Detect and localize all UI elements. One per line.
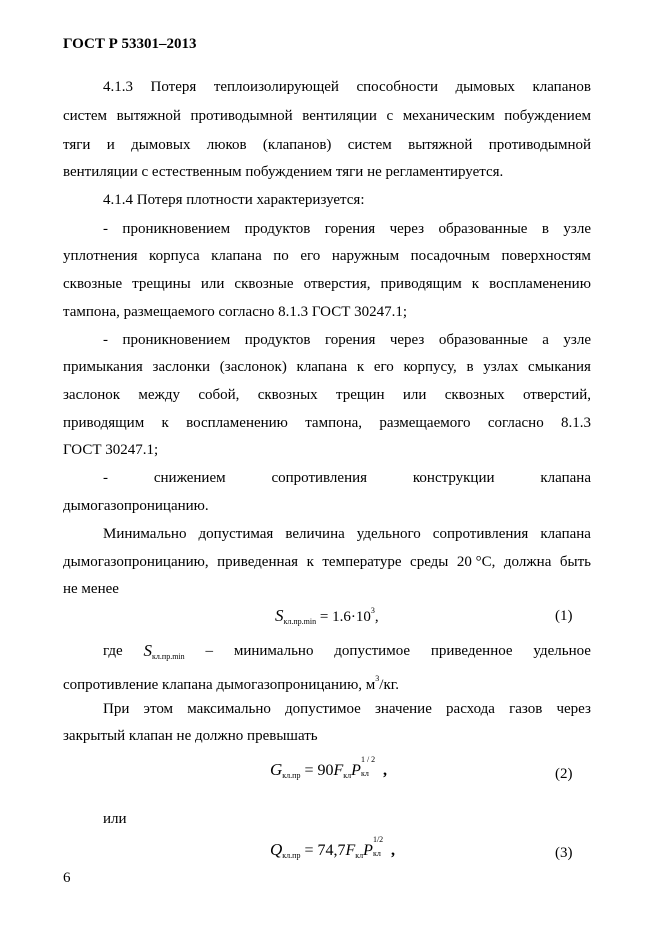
where-word: приведенное	[430, 643, 513, 659]
eq3-comma: ,	[390, 842, 395, 859]
document-header: ГОСТ Р 53301–2013	[63, 36, 197, 52]
item2-line-1	[103, 331, 591, 349]
eq2-number: (2)	[555, 766, 573, 782]
word: противодымной	[488, 137, 591, 153]
word: быть	[559, 554, 591, 570]
word: температуре	[322, 554, 402, 570]
word: заслонки	[152, 359, 211, 375]
word: воспламенению	[186, 415, 288, 431]
word: горения	[324, 332, 376, 348]
word: уплотнения	[63, 248, 138, 264]
word: его	[300, 248, 321, 264]
eq2-value: = 90	[300, 762, 334, 779]
word: механическим	[402, 108, 495, 124]
word: с	[386, 108, 394, 124]
word: сопротивления	[271, 470, 368, 486]
word: систем	[63, 108, 108, 124]
eq3-q-sub: кл.пр	[282, 851, 301, 860]
eq1-value: = 1.6·10	[319, 609, 371, 625]
word: Потеря	[150, 79, 197, 95]
word: побуждением	[504, 108, 591, 124]
word: значение	[374, 701, 432, 717]
word: трещин	[336, 387, 385, 403]
word: продуктов	[244, 332, 311, 348]
word: -	[103, 332, 108, 348]
word: воспламенению	[489, 276, 591, 292]
word: дымовых	[131, 137, 191, 153]
formula-1	[275, 606, 379, 626]
word: сквозных	[257, 387, 318, 403]
where-word: –	[205, 643, 213, 659]
where-symbol: $S_{кл.пр.min}$	[143, 641, 185, 661]
where-line-1	[103, 642, 591, 666]
eq2-p: P	[351, 762, 361, 779]
word: приведенная	[217, 554, 299, 570]
word: дымовых	[455, 79, 515, 95]
word: клапана	[211, 248, 262, 264]
word: к	[306, 554, 314, 570]
word: вытяжной	[116, 108, 181, 124]
item2-line-4	[63, 414, 591, 432]
item2-line-5: ГОСТ 30247.1;	[63, 442, 159, 458]
word: 4.1.3	[103, 79, 133, 95]
eq1-comma: ,	[374, 609, 379, 625]
item3-line-1	[103, 469, 591, 487]
word: горения	[324, 221, 376, 237]
or-word: или	[103, 811, 127, 827]
p413-line-1	[103, 78, 591, 96]
pmax-line-1	[103, 700, 591, 718]
where-unit-end: /кг.	[379, 677, 399, 693]
where-text: сопротивление клапана дымогазопроницанию, м	[63, 677, 376, 693]
p413-line-4: вентиляции с естественным побуждением тяги не регламентируется.	[63, 164, 504, 180]
eq3-value: = 74,7	[300, 842, 346, 859]
p413-line-3	[63, 136, 591, 154]
word: проникновением	[122, 221, 231, 237]
word: через	[389, 332, 425, 348]
pmin-line-2	[63, 553, 591, 571]
word: сопротивления	[432, 526, 529, 542]
formula-2	[270, 755, 387, 780]
word: узле	[563, 221, 591, 237]
word: а	[542, 332, 549, 348]
item1-line-2	[63, 247, 591, 265]
word: тяги	[63, 137, 91, 153]
word: величина	[285, 526, 345, 542]
word: или	[402, 387, 427, 403]
word: конструкции	[412, 470, 495, 486]
word: теплоизолирующей	[213, 79, 339, 95]
word: 20 °С,	[456, 554, 496, 570]
word: через	[556, 701, 591, 717]
eq3-f-sub: кл	[355, 851, 364, 860]
p414: 4.1.4 Потеря плотности характеризуется:	[103, 192, 365, 208]
word: этом	[143, 701, 174, 717]
word: отверстия,	[303, 276, 371, 292]
word: приводящим	[63, 415, 145, 431]
word: -	[103, 221, 108, 237]
word: допустимая	[198, 526, 274, 542]
eq3-p-scripts: 1/2 кл	[372, 835, 384, 858]
word: корпуса	[149, 248, 200, 264]
eq2-g-sub: кл.пр	[282, 771, 301, 780]
word: образованные	[438, 332, 528, 348]
item3-line-2: дымогазопроницанию.	[63, 498, 209, 514]
word: посадочным	[410, 248, 490, 264]
word: корпусу,	[403, 359, 457, 375]
word: узле	[563, 332, 591, 348]
word: к	[161, 415, 169, 431]
where-word: допустимое	[334, 643, 411, 659]
word: его	[373, 359, 394, 375]
eq3-f: F	[345, 842, 356, 859]
word: проникновением	[122, 332, 231, 348]
item1-line-1	[103, 220, 591, 238]
word: удельного	[356, 526, 421, 542]
where-word: удельное	[533, 643, 591, 659]
word: в	[466, 359, 474, 375]
word: примыкания	[63, 359, 143, 375]
word: наружным	[331, 248, 400, 264]
pmax-line-2: закрытый клапан не должно превышать	[63, 728, 318, 744]
word: поверхностям	[501, 248, 591, 264]
word: (заслонок)	[219, 359, 287, 375]
word: дымогазопроницанию,	[63, 554, 209, 570]
word: допустимое	[285, 701, 361, 717]
item2-line-3	[63, 386, 591, 404]
word: собой,	[198, 387, 240, 403]
word: образованные	[438, 221, 528, 237]
word: вентиляции	[302, 108, 377, 124]
word: должна	[503, 554, 552, 570]
word: сквозные	[63, 276, 123, 292]
word: к	[356, 359, 365, 375]
eq1-subscript: кл.пр.min	[283, 617, 317, 626]
eq2-f: F	[333, 762, 344, 779]
word: клапана	[296, 359, 348, 375]
word: систем	[347, 137, 392, 153]
eq2-p-scripts: 1 / 2 кл	[360, 755, 376, 778]
word: в	[541, 221, 549, 237]
word: по	[273, 248, 289, 264]
word: согласно	[487, 415, 544, 431]
eq3-number: (3)	[555, 845, 573, 861]
eq3-q: Q	[270, 840, 283, 859]
eq2-f-sub: кл	[343, 771, 352, 780]
word: к	[471, 276, 480, 292]
eq2-g: G	[270, 760, 283, 779]
word: среды	[410, 554, 449, 570]
word: смыкания	[528, 359, 591, 375]
word: -	[103, 470, 108, 486]
word: вытяжной	[408, 137, 473, 153]
item2-line-2	[63, 358, 591, 376]
where-superscript: 3	[375, 674, 380, 683]
word: газов	[509, 701, 543, 717]
word: клапана	[540, 470, 591, 486]
item1-line-3	[63, 275, 591, 293]
word: При	[103, 701, 130, 717]
word: отверстий,	[522, 387, 591, 403]
word: клапанов	[532, 79, 591, 95]
word: 8.1.3	[561, 415, 591, 431]
word: способности	[356, 79, 438, 95]
pmin-line-1	[103, 525, 591, 543]
pmin-line-3: не менее	[63, 581, 119, 597]
where-line-2	[63, 670, 399, 694]
eq1-exponent: 3	[370, 606, 375, 615]
eq1-number: (1)	[555, 608, 573, 624]
word: продуктов	[244, 221, 311, 237]
p413-line-2	[63, 107, 591, 125]
word: (клапанов)	[262, 137, 332, 153]
word: люков	[206, 137, 247, 153]
where-word: минимально	[233, 643, 314, 659]
eq2-comma: ,	[382, 762, 387, 779]
word: заслонок	[63, 387, 121, 403]
word: через	[389, 221, 425, 237]
word: трещины	[132, 276, 191, 292]
word: расхода	[446, 701, 495, 717]
item1-line-4: тампона, размещаемого согласно 8.1.3 ГОСТ 30247.1;	[63, 304, 408, 320]
word: тампона,	[305, 415, 363, 431]
formula-3	[270, 835, 395, 860]
word: или	[200, 276, 225, 292]
eq3-p: P	[363, 842, 373, 859]
word: размещаемого	[379, 415, 471, 431]
eq1-symbol: S	[275, 606, 284, 625]
word: между	[138, 387, 181, 403]
word: максимально	[187, 701, 271, 717]
word: сквозных	[444, 387, 505, 403]
where-lead: где	[103, 643, 123, 659]
word: приводящим	[380, 276, 462, 292]
page-number: 6	[63, 870, 71, 886]
word: сквозные	[234, 276, 294, 292]
word: Минимально	[103, 526, 187, 542]
word: противодымной	[190, 108, 293, 124]
word: клапана	[540, 526, 591, 542]
word: снижением	[153, 470, 226, 486]
word: узлах	[483, 359, 519, 375]
word: и	[106, 137, 115, 153]
